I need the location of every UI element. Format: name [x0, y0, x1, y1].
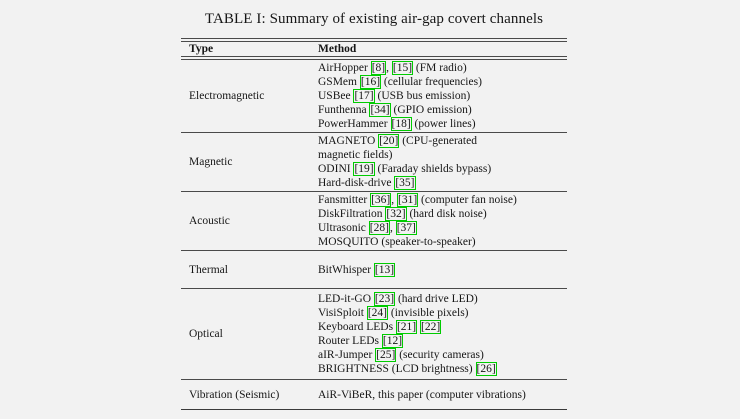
- table-body: [181, 60, 567, 410]
- method-line: Fansmitter [36], [31] (computer fan noise): [318, 194, 517, 206]
- citation-ref[interactable]: [35]: [395, 177, 415, 189]
- method-line: ODINI [19] (Faraday shields bypass): [318, 163, 492, 175]
- citation-ref[interactable]: [21]: [396, 321, 417, 333]
- citation-ref[interactable]: [36]: [371, 194, 391, 206]
- citation-ref[interactable]: [13]: [374, 264, 395, 276]
- type-cell: Thermal: [189, 264, 228, 276]
- citation-ref[interactable]: [12]: [382, 335, 403, 347]
- type-cell: Electromagnetic: [189, 90, 265, 102]
- citation-ref[interactable]: [20]: [379, 135, 399, 147]
- method-line: MAGNETO [20] (CPU-generated: [318, 135, 477, 147]
- section-electromagnetic: [181, 60, 567, 132]
- type-cell: Magnetic: [189, 156, 233, 168]
- type-cell: Vibration (Seismic): [189, 389, 280, 401]
- method-line: AiR-ViBeR, this paper (computer vibrations): [318, 389, 526, 401]
- type-cell: Acoustic: [189, 215, 230, 227]
- citation-ref[interactable]: [32]: [386, 208, 406, 220]
- citation-ref[interactable]: [19]: [354, 163, 374, 175]
- method-cell: [318, 263, 567, 277]
- method-line: VisiSploit [24] (invisible pixels): [318, 307, 469, 319]
- section-vibration-seismic: [181, 380, 567, 409]
- method-cell: [318, 388, 567, 402]
- column-header-type: Type: [189, 43, 214, 55]
- method-line: Keyboard LEDs [21] [22]: [318, 321, 441, 333]
- method-line: BRIGHTNESS (LCD brightness) [26]: [318, 363, 496, 375]
- citation-ref[interactable]: [31]: [398, 194, 418, 206]
- method-line: Router LEDs [12]: [318, 335, 403, 347]
- method-line: GSMem [16] (cellular frequencies): [318, 76, 482, 88]
- method-cell: [318, 134, 567, 190]
- citation-ref[interactable]: [22]: [420, 321, 441, 333]
- table-header-row: [181, 42, 567, 56]
- table-caption: TABLE I: Summary of existing air-gap covert channels: [204, 11, 544, 27]
- method-line: BitWhisper [13]: [318, 264, 395, 276]
- method-line: PowerHammer [18] (power lines): [318, 118, 476, 130]
- citation-ref[interactable]: [28]: [369, 222, 389, 234]
- method-cell: [318, 193, 567, 249]
- covert-channels-table: [181, 38, 567, 410]
- citation-ref[interactable]: [25]: [376, 349, 396, 361]
- method-line: LED-it-GO [23] (hard drive LED): [318, 293, 478, 305]
- method-line: USBee [17] (USB bus emission): [318, 90, 471, 102]
- section-acoustic: [181, 192, 567, 250]
- table-bottom-rule: [181, 409, 567, 410]
- method-line: DiskFiltration [32] (hard disk noise): [318, 208, 487, 220]
- citation-ref[interactable]: [8]: [371, 62, 386, 74]
- section-magnetic: [181, 133, 567, 191]
- citation-ref[interactable]: [18]: [391, 118, 411, 130]
- citation-ref[interactable]: [37]: [396, 222, 416, 234]
- citation-ref[interactable]: [24]: [367, 307, 388, 319]
- citation-ref[interactable]: [15]: [392, 62, 413, 74]
- method-line: Funthenna [34] (GPIO emission): [318, 104, 472, 116]
- method-line: AirHopper [8], [15] (FM radio): [318, 62, 467, 74]
- method-line: Hard-disk-drive [35]: [318, 177, 415, 189]
- citation-ref[interactable]: [16]: [360, 76, 381, 88]
- citation-ref[interactable]: [23]: [374, 293, 395, 305]
- citation-ref[interactable]: [17]: [354, 90, 374, 102]
- type-cell: Optical: [189, 328, 223, 340]
- citation-ref[interactable]: [26]: [476, 363, 496, 375]
- section-thermal: [181, 251, 567, 288]
- citation-ref[interactable]: [34]: [370, 104, 390, 116]
- section-optical: [181, 289, 567, 379]
- method-line: magnetic fields): [318, 149, 393, 161]
- method-line: MOSQUITO (speaker-to-speaker): [318, 236, 476, 248]
- method-cell: [318, 61, 567, 131]
- column-header-method: Method: [318, 43, 357, 55]
- method-line: Ultrasonic [28], [37]: [318, 222, 416, 234]
- method-line: aIR-Jumper [25] (security cameras): [318, 349, 484, 361]
- method-cell: [318, 292, 567, 376]
